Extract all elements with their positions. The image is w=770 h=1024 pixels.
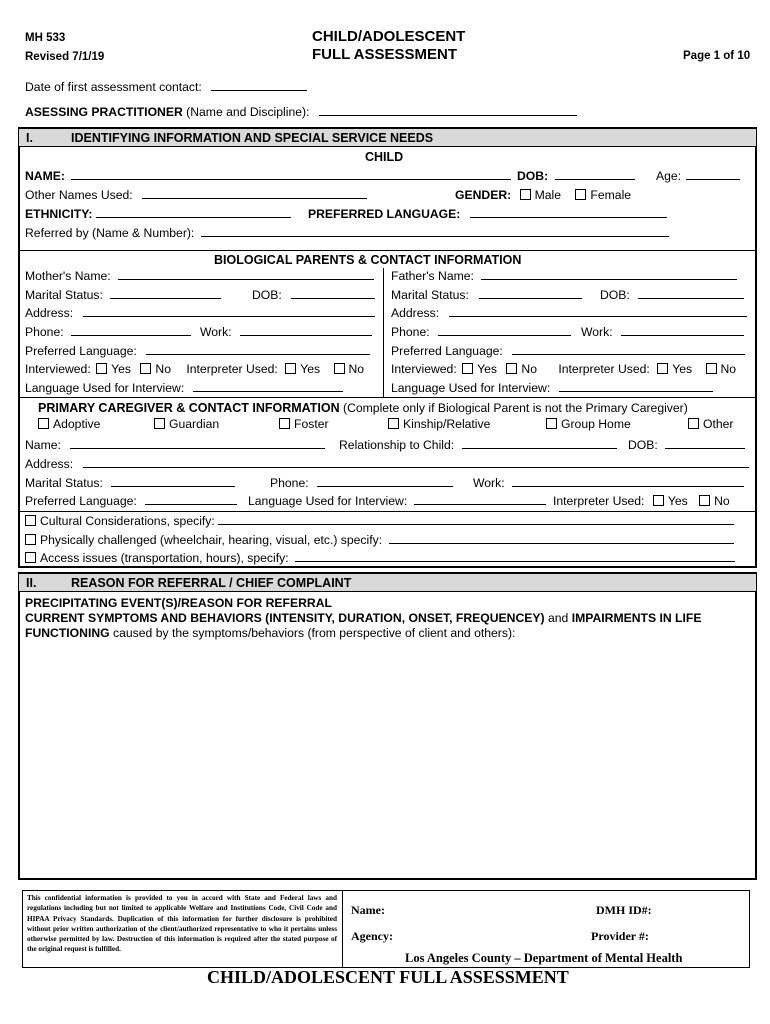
referred-field[interactable] <box>201 226 669 237</box>
guardian-label: Guardian <box>169 417 220 431</box>
mother-name-field[interactable] <box>118 269 374 280</box>
child-heading: CHILD <box>365 150 404 164</box>
parents-heading: BIOLOGICAL PARENTS & CONTACT INFORMATION <box>214 253 522 267</box>
physical-field[interactable] <box>389 533 734 544</box>
mother-phone-row <box>25 325 191 339</box>
access-field[interactable] <box>295 551 735 562</box>
mother-pref-lang-row <box>25 344 370 358</box>
practitioner-sub: (Name and Discipline): <box>186 105 310 119</box>
mother-work-row <box>200 325 372 339</box>
father-name-label: Father's Name: <box>391 269 474 283</box>
yes-label: Yes <box>300 362 321 376</box>
male-label: Male <box>534 188 562 202</box>
cg-dob-row <box>628 438 745 452</box>
no-label: No <box>720 362 737 376</box>
cg-relationship-row <box>339 438 617 452</box>
cultural-label: Cultural Considerations, specify: <box>40 514 215 528</box>
cultural-row <box>25 514 734 528</box>
impairments-heading: IMPAIRMENTS IN LIFE <box>571 611 702 625</box>
cg-lang-interview-field[interactable] <box>414 494 546 505</box>
mother-dob-field[interactable] <box>291 288 375 299</box>
female-label: Female <box>590 188 632 202</box>
other-names-field[interactable] <box>142 188 367 199</box>
father-name-row <box>391 269 737 283</box>
form-title-line2: FULL ASSESSMENT <box>312 46 458 63</box>
mother-address-field[interactable] <box>83 306 375 317</box>
cg-name-label: Name: <box>25 438 61 452</box>
section-1-number: I. <box>26 131 33 145</box>
caregiver-heading: PRIMARY CAREGIVER & CONTACT INFORMATION <box>38 401 340 415</box>
cg-pref-lang-field[interactable] <box>145 494 237 505</box>
functioning-heading: FUNCTIONING <box>25 626 110 640</box>
father-address-row <box>391 306 747 320</box>
footer-name-label: Name: <box>351 903 385 917</box>
section-1-header <box>19 129 756 147</box>
child-pref-lang-field[interactable] <box>470 207 667 218</box>
yes-label: Yes <box>111 362 131 376</box>
first-contact-field[interactable] <box>211 80 307 91</box>
bottom-title: CHILD/ADOLESCENT FULL ASSESSMENT <box>207 967 569 987</box>
male-checkbox[interactable] <box>520 189 531 200</box>
father-dob-field[interactable] <box>638 288 744 299</box>
divider <box>19 511 756 512</box>
referred-row <box>25 226 669 240</box>
father-lang-interview-field[interactable] <box>559 381 713 392</box>
father-pref-lang-field[interactable] <box>512 344 745 355</box>
foster-label: Foster <box>294 417 329 431</box>
cg-address-label: Address: <box>25 457 74 471</box>
cg-type-guardian <box>154 417 219 431</box>
cg-phone-field[interactable] <box>317 476 453 487</box>
guardian-checkbox[interactable] <box>154 418 165 429</box>
father-interviewed-row <box>391 362 736 376</box>
referred-label: Referred by (Name & Number): <box>25 226 195 240</box>
child-dob-field[interactable] <box>555 169 635 180</box>
symptoms-and: and <box>544 611 572 625</box>
footer-agency-label: Agency: <box>351 929 393 943</box>
access-label: Access issues (transportation, hours), specify: <box>40 551 289 565</box>
practitioner-label: ASESSING PRACTITIONER <box>25 105 183 119</box>
child-name-field[interactable] <box>71 169 511 180</box>
cg-work-row <box>473 476 744 490</box>
cg-dob-label: DOB: <box>628 438 658 452</box>
cg-interpreter-row <box>553 494 730 508</box>
cg-marital-field[interactable] <box>111 476 235 487</box>
father-address-field[interactable] <box>449 306 747 317</box>
functioning-row <box>25 626 515 640</box>
divider <box>19 397 756 398</box>
father-interpreter-yes-checkbox[interactable] <box>657 363 668 374</box>
ethnicity-field[interactable] <box>96 207 291 218</box>
footer-divider <box>342 890 343 968</box>
no-label: No <box>348 362 365 376</box>
mother-marital-label: Marital Status: <box>25 288 103 302</box>
cg-lang-interview-label: Language Used for Interview: <box>248 494 408 508</box>
mother-name-label: Mother's Name: <box>25 269 111 283</box>
kinship-label: Kinship/Relative <box>403 417 491 431</box>
divider <box>19 250 756 251</box>
symptoms-heading-row <box>25 611 701 625</box>
footer-dmh-label: DMH ID#: <box>596 903 652 917</box>
father-lang-interview-label: Language Used for Interview: <box>391 381 551 395</box>
father-pref-lang-row <box>391 344 745 358</box>
cg-relationship-field[interactable] <box>462 438 617 449</box>
section-2-number: II. <box>26 576 37 590</box>
cg-type-adoptive <box>38 417 100 431</box>
access-checkbox[interactable] <box>25 552 36 563</box>
father-work-field[interactable] <box>621 325 744 336</box>
section-2-title: REASON FOR REFERRAL / CHIEF COMPLAINT <box>71 576 352 590</box>
father-interpreter-no-checkbox[interactable] <box>706 363 717 374</box>
mother-work-field[interactable] <box>240 325 372 336</box>
first-contact-label: Date of first assessment contact: <box>25 80 202 94</box>
mother-interpreter-no-checkbox[interactable] <box>334 363 345 374</box>
cg-work-label: Work: <box>473 476 505 490</box>
adoptive-checkbox[interactable] <box>38 418 49 429</box>
department-name: Los Angeles County – Department of Mental Health <box>405 951 683 965</box>
mother-phone-label: Phone: <box>25 325 64 339</box>
father-lang-interview-row <box>391 381 713 395</box>
cg-type-group-home <box>546 417 631 431</box>
cg-lang-interview-row <box>248 494 546 508</box>
mother-work-label: Work: <box>200 325 232 339</box>
physical-row <box>25 533 734 547</box>
mother-interviewed-no-checkbox[interactable] <box>140 363 151 374</box>
mother-lang-interview-label: Language Used for Interview: <box>25 381 185 395</box>
mother-marital-row <box>25 288 221 302</box>
child-name-label: NAME <box>25 169 61 183</box>
gender-row: GENDER: Male Female <box>455 188 632 202</box>
cg-pref-lang-row <box>25 494 237 508</box>
mother-interpreter-yes-checkbox[interactable] <box>285 363 296 374</box>
access-row <box>25 551 735 565</box>
father-marital-label: Marital Status: <box>391 288 469 302</box>
yes-label: Yes <box>477 362 497 376</box>
caregiver-note: (Complete only if Biological Parent is not the Primary Caregiver) <box>343 401 688 415</box>
father-dob-row <box>600 288 744 302</box>
referral-reason-heading: PRECIPITATING EVENT(S)/REASON FOR REFERRAL <box>25 596 332 610</box>
mother-dob-label: DOB: <box>252 288 282 302</box>
cg-phone-label: Phone: <box>270 476 309 490</box>
cg-marital-label: Marital Status: <box>25 476 103 490</box>
physical-checkbox[interactable] <box>25 534 36 545</box>
father-work-row <box>581 325 744 339</box>
symptoms-heading: CURRENT SYMPTOMS AND BEHAVIORS (INTENSITY, DURATION, ONSET, FREQUENCEY) <box>25 611 545 625</box>
group-home-label: Group Home <box>561 417 631 431</box>
cg-type-kinship <box>388 417 490 431</box>
father-name-field[interactable] <box>481 269 737 280</box>
yes-label: Yes <box>672 362 693 376</box>
form-title-line1: CHILD/ADOLESCENT <box>312 28 466 45</box>
child-name-row: NAME: <box>25 169 511 183</box>
page-number: Page 1 of 10 <box>683 50 751 62</box>
other-label: Other <box>703 417 734 431</box>
first-contact-row <box>25 80 307 94</box>
revised-date: Revised 7/1/19 <box>25 51 105 63</box>
mother-address-row <box>25 306 375 320</box>
other-names-label: Other Names Used: <box>25 188 133 202</box>
adoptive-label: Adoptive <box>53 417 101 431</box>
cg-work-field[interactable] <box>512 476 744 487</box>
cg-address-field[interactable] <box>83 457 749 468</box>
other-checkbox[interactable] <box>688 418 699 429</box>
cg-marital-row <box>25 476 235 490</box>
practitioner-field[interactable] <box>319 105 577 116</box>
mother-interpreter-label: Interpreter Used: <box>186 362 278 376</box>
cg-name-field[interactable] <box>70 438 325 449</box>
form-number: MH 533 <box>25 32 66 44</box>
mother-dob-row <box>252 288 375 302</box>
kinship-checkbox[interactable] <box>388 418 399 429</box>
child-age-label: Age: <box>656 169 682 183</box>
caregiver-heading-row <box>38 401 688 415</box>
group-home-checkbox[interactable] <box>546 418 557 429</box>
mother-phone-field[interactable] <box>71 325 191 336</box>
father-interviewed-label: Interviewed: <box>391 362 457 376</box>
cg-name-row <box>25 438 325 452</box>
father-interpreter-label: Interpreter Used: <box>558 362 650 376</box>
child-pref-lang-label: PREFERRED LANGUAGE <box>308 207 457 221</box>
child-age-row <box>656 169 740 183</box>
mother-pref-lang-field[interactable] <box>146 344 370 355</box>
father-marital-row <box>391 288 582 302</box>
child-dob-label: DOB <box>517 169 545 183</box>
mother-name-row <box>25 269 374 283</box>
cultural-field[interactable] <box>218 514 734 525</box>
child-dob-row: DOB: <box>517 169 635 183</box>
father-phone-label: Phone: <box>391 325 430 339</box>
other-names-row <box>25 188 367 202</box>
cg-phone-row <box>270 476 453 490</box>
ethnicity-label: ETHNICITY <box>25 207 89 221</box>
father-work-label: Work: <box>581 325 613 339</box>
child-pref-lang-row: PREFERRED LANGUAGE: <box>308 207 667 221</box>
mother-pref-lang-label: Preferred Language: <box>25 344 137 358</box>
cultural-checkbox[interactable] <box>25 515 36 526</box>
cg-address-row <box>25 457 749 471</box>
gender-label: GENDER <box>455 188 508 202</box>
section-2-header <box>19 574 756 592</box>
yes-label: Yes <box>667 494 688 508</box>
no-label: No <box>714 494 730 508</box>
father-dob-label: DOB: <box>600 288 630 302</box>
cg-type-foster <box>279 417 329 431</box>
father-phone-field[interactable] <box>438 325 571 336</box>
ethnicity-row: ETHNICITY: <box>25 207 291 221</box>
father-interviewed-yes-checkbox[interactable] <box>462 363 473 374</box>
mother-interviewed-label: Interviewed: <box>25 362 91 376</box>
physical-label: Physically challenged (wheelchair, hearing, visual, etc.) specify: <box>40 533 383 547</box>
mother-marital-field[interactable] <box>110 288 221 299</box>
female-checkbox[interactable] <box>575 189 586 200</box>
mother-interviewed-yes-checkbox[interactable] <box>96 363 107 374</box>
footer-provider-label: Provider #: <box>591 929 649 943</box>
cg-pref-lang-label: Preferred Language: <box>25 494 137 508</box>
section-1-title: IDENTIFYING INFORMATION AND SPECIAL SERVICE NEEDS <box>71 131 434 145</box>
no-label: No <box>521 362 537 376</box>
foster-checkbox[interactable] <box>279 418 290 429</box>
mother-address-label: Address: <box>25 306 74 320</box>
mother-lang-interview-field[interactable] <box>193 381 343 392</box>
cg-interpreter-yes-checkbox[interactable] <box>653 495 664 506</box>
cg-interpreter-no-checkbox[interactable] <box>699 495 710 506</box>
parents-divider <box>383 268 384 397</box>
father-phone-row <box>391 325 571 339</box>
father-marital-field[interactable] <box>479 288 582 299</box>
mother-interviewed-row <box>25 362 364 376</box>
mother-lang-interview-row <box>25 381 343 395</box>
cg-type-other <box>688 417 733 431</box>
cg-interpreter-label: Interpreter Used: <box>553 494 645 508</box>
cg-dob-field[interactable] <box>665 438 745 449</box>
father-interviewed-no-checkbox[interactable] <box>506 363 517 374</box>
reason-text-area[interactable] <box>22 644 753 876</box>
father-address-label: Address: <box>391 306 440 320</box>
confidential-notice: This confidential information is provided to you in accord with State and Federal laws and regulations including but not limited to applicable Welfare and Institutions Code, Civil Code and HIPAA Privacy Standards. Duplication of this information for further disclosure is prohibited without prior written authorization of the client/authorized representative to who it pertains unless otherwise permitted by law. Destruction of this information is required after the stated purpose of the original request is fulfilled. <box>27 894 337 954</box>
functioning-note: caused by the symptoms/behaviors (from perspective of client and others): <box>109 626 516 640</box>
father-pref-lang-label: Preferred Language: <box>391 344 503 358</box>
no-label: No <box>155 362 171 376</box>
child-age-field[interactable] <box>686 169 740 180</box>
practitioner-row <box>25 105 577 119</box>
cg-relationship-label: Relationship to Child: <box>339 438 455 452</box>
